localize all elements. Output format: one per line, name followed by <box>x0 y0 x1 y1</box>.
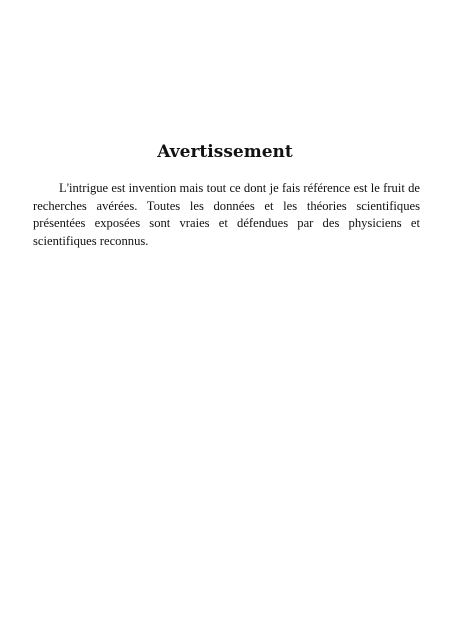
body-paragraph: L'intrigue est invention mais tout ce dont je fais référence est le fruit de recherches avérées. Toutes les données et les théories scientifiques présentées exposées sont vraies et défendues par des physiciens et scientifiques reconnus. <box>33 181 420 248</box>
page-title: Avertissement <box>157 142 293 162</box>
